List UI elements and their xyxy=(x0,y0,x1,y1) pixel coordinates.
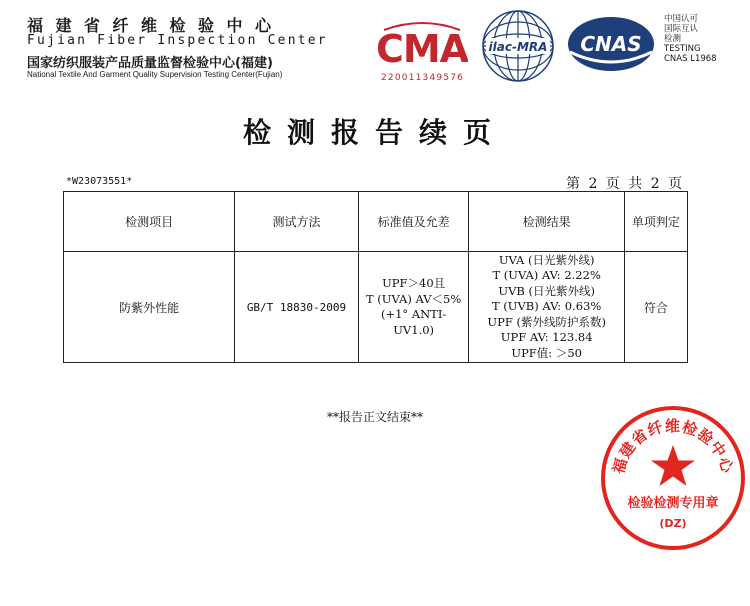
standard-line: (+1° ANTI- xyxy=(380,307,447,321)
header-result: 检测结果 xyxy=(469,192,624,252)
cma-number: 220011349576 xyxy=(381,73,465,83)
cnas-caption-line: CNAS L1968 xyxy=(664,54,717,64)
seal-purpose-text: 检验检测专用章 xyxy=(627,496,719,511)
standard-line: T (UVA) AV＜5% xyxy=(365,291,462,306)
official-seal xyxy=(599,403,747,553)
ilac-mra-logo xyxy=(480,8,556,84)
cnas-caption-line: TESTING xyxy=(664,44,701,54)
table-row xyxy=(64,252,688,363)
cell-standard xyxy=(358,252,469,363)
report-number: *W23073551* xyxy=(66,176,133,187)
seal-code-text: (DZ) xyxy=(659,517,687,530)
cnas-logo xyxy=(566,14,656,74)
cnas-caption-line: 国际互认 xyxy=(664,24,699,34)
center-name-en: National Textile And Garment Quality Supervision Testing Center(Fujian) xyxy=(27,70,283,79)
cell-verdict: 符合 xyxy=(624,252,687,363)
cma-logo-text: CMA xyxy=(376,27,468,71)
result-line: UPF值: ＞50 xyxy=(511,345,582,360)
seal-org-text: 福建省纤维检验中心 xyxy=(609,417,737,476)
header-standard: 标准值及允差 xyxy=(358,192,469,252)
cnas-caption xyxy=(664,14,717,64)
cnas-logo-text: CNAS xyxy=(580,32,642,56)
result-line: UPF (紫外线防护系数) xyxy=(487,314,606,329)
header-verdict: 单项判定 xyxy=(624,192,687,252)
cell-test-item: 防紫外性能 xyxy=(64,252,235,363)
header-test-item: 检测项目 xyxy=(64,192,235,252)
result-line: UVA (日光紫外线) xyxy=(498,252,595,267)
org-name-en: Fujian Fiber Inspection Center xyxy=(27,33,328,48)
center-name-cn: 国家纺织服装产品质量监督检验中心(福建) xyxy=(27,56,273,71)
standard-line: UV1.0) xyxy=(393,322,434,337)
ilac-logo-text: ilac-MRA xyxy=(488,40,548,54)
cell-test-method: GB/T 18830-2009 xyxy=(235,252,359,363)
cell-result xyxy=(469,252,624,363)
cnas-caption-line: 中国认可 xyxy=(664,14,699,24)
cnas-caption-line: 检测 xyxy=(664,34,682,44)
result-line: UVB (日光紫外线) xyxy=(498,283,595,298)
end-of-report-text: **报告正文结束** xyxy=(326,410,423,424)
org-name-cn: 福建省纤维检验中心 xyxy=(27,16,284,35)
results-table xyxy=(63,191,688,363)
standard-line: UPF＞40且 xyxy=(382,276,446,290)
report-title: 检测报告续页 xyxy=(242,116,507,149)
page-indicator: 第 2 页 共 2 页 xyxy=(566,176,685,192)
star-icon xyxy=(651,445,695,486)
table-header-row xyxy=(64,192,688,252)
result-line: T (UVB) AV: 0.63% xyxy=(491,299,602,314)
header-test-method: 测试方法 xyxy=(235,192,359,252)
result-line: UPF AV: 123.84 xyxy=(500,330,593,345)
result-line: T (UVA) AV: 2.22% xyxy=(492,268,601,283)
